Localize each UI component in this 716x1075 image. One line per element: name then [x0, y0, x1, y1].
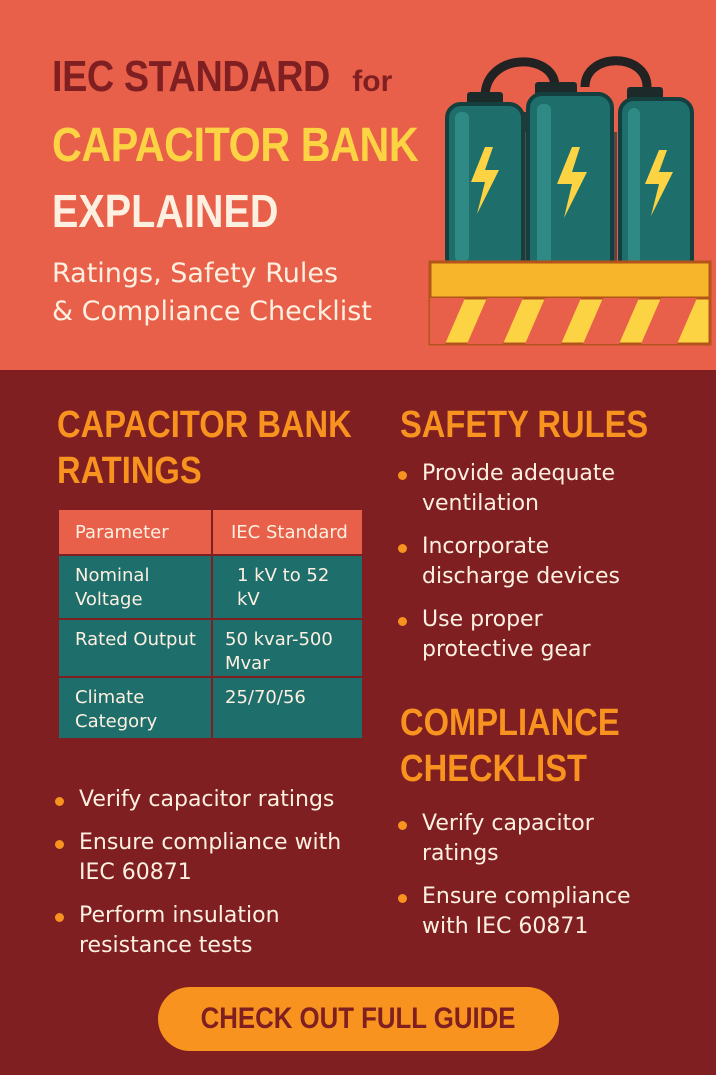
header-banner — [0, 0, 716, 370]
bullet-dot-icon — [398, 821, 407, 830]
table-cell-parameter — [58, 555, 212, 619]
list-item — [398, 809, 698, 869]
cta-label: CHECK OUT FULL GUIDE — [201, 1002, 516, 1035]
bullet-dot-icon — [55, 840, 64, 849]
list-item-text: discharge devices — [422, 564, 620, 589]
cell-text: 1 kV to 52 kV — [237, 565, 330, 610]
ratings-bullet-list — [55, 785, 375, 974]
safety-heading: SAFETY RULES — [400, 404, 649, 446]
cell-text: 50 kvar-500 — [225, 629, 333, 650]
bullet-dot-icon — [55, 913, 64, 922]
cell-text: Mvar — [225, 653, 270, 674]
cell-text: Category — [75, 711, 158, 732]
table-header-iec-standard: IEC Standard — [212, 509, 363, 555]
cell-text: Nominal — [75, 565, 150, 586]
list-item-text: Use proper — [422, 607, 543, 632]
cell-text: 25/70/56 — [225, 687, 306, 708]
capacitor-bank-icon — [425, 42, 715, 352]
safety-bullet-list — [398, 459, 698, 678]
subtitle-line-2: & Compliance Checklist — [52, 296, 372, 327]
table-cell-value — [212, 555, 363, 619]
list-item — [55, 901, 375, 961]
ratings-heading-line-2: RATINGS — [57, 450, 202, 492]
list-item-text: Verify capacitor — [422, 811, 594, 836]
title-explained: EXPLAINED — [52, 185, 279, 237]
list-item-text: with IEC 60871 — [422, 914, 589, 939]
list-item — [55, 785, 375, 815]
compliance-bullet-list — [398, 809, 698, 955]
title-line-1 — [52, 52, 392, 102]
table-cell-value — [212, 677, 363, 739]
list-item — [398, 532, 698, 592]
table-cell-parameter — [58, 619, 212, 677]
bullet-dot-icon — [55, 797, 64, 806]
table-row — [58, 619, 363, 677]
bullet-dot-icon — [398, 544, 407, 553]
title-capacitor-bank: CAPACITOR BANK — [52, 119, 419, 172]
table-cell-value — [212, 619, 363, 677]
list-item-text: Ensure compliance with — [79, 830, 342, 855]
list-item — [398, 882, 698, 942]
compliance-heading-line-1: COMPLIANCE — [400, 702, 620, 744]
list-item-text: Incorporate — [422, 534, 550, 559]
bullet-dot-icon — [398, 894, 407, 903]
ratings-heading-line-1: CAPACITOR BANK — [57, 404, 352, 446]
bullet-dot-icon — [398, 471, 407, 480]
list-item — [398, 605, 698, 665]
list-item — [55, 828, 375, 888]
ratings-table — [57, 508, 364, 740]
list-item-text: Provide adequate — [422, 461, 616, 486]
cell-text: Rated Output — [75, 629, 196, 650]
list-item-text: Ensure compliance — [422, 884, 631, 909]
title-for: for — [352, 65, 393, 98]
list-item-text: resistance tests — [79, 933, 253, 958]
check-out-full-guide-button[interactable] — [158, 987, 559, 1051]
cell-text: Climate — [75, 687, 145, 708]
table-row — [58, 555, 363, 619]
title-iec-standard: IEC STANDARD — [52, 52, 330, 101]
list-item-text: ventilation — [422, 491, 539, 516]
list-item-text: Perform insulation — [79, 903, 280, 928]
table-header-row — [58, 509, 363, 555]
list-item-text: protective gear — [422, 637, 591, 662]
list-item-text: IEC 60871 — [79, 860, 192, 885]
table-header-parameter: Parameter — [58, 509, 212, 555]
compliance-heading-line-2: CHECKLIST — [400, 748, 588, 790]
subtitle-line-1: Ratings, Safety Rules — [52, 258, 339, 289]
table-row — [58, 677, 363, 739]
bullet-dot-icon — [398, 617, 407, 626]
cell-text: Voltage — [75, 589, 143, 610]
list-item-text: Verify capacitor ratings — [79, 787, 335, 812]
list-item-text: ratings — [422, 841, 499, 866]
table-cell-parameter — [58, 677, 212, 739]
list-item — [398, 459, 698, 519]
